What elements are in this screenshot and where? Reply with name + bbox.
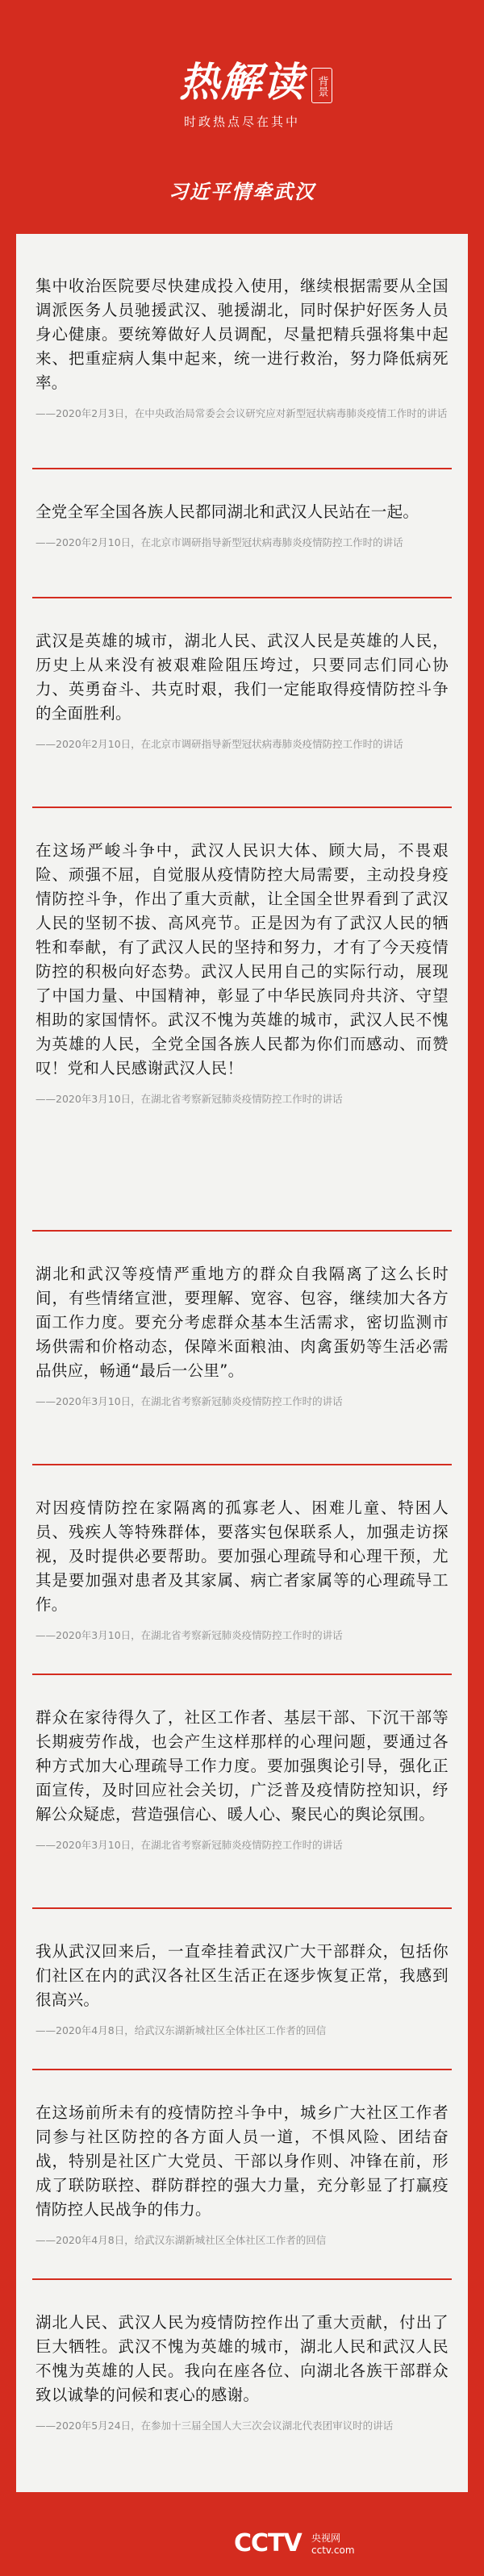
quote-section — [35, 274, 449, 422]
quote-text: 对因疫情防控在家隔离的孤寡老人、困难儿童、特困人员、残疾人等特殊群体，要落实包保联系人，加强走访探视，及时提供必要帮助。要加强心理疏导和心理干预，尤其是要加强对患者及其家属、病亡者家属等的心理疏导工作。 — [35, 1498, 449, 1614]
section-divider — [32, 2278, 452, 2280]
footer — [0, 2516, 484, 2576]
quote-text: 湖北和武汉等疫情严重地方的群众自我隔离了这么长时间，有些情绪宣泄，要理解、宽容、包容，继续加大各方面工作力度。要充分考虑群众基本生活需求，密切监测市场供需和价格动态，保障米面粮油、肉禽蛋奶等生活必需品供应，畅通“最后一公里”。 — [35, 1265, 449, 1380]
content-panel — [16, 234, 468, 2492]
section-divider — [32, 2069, 452, 2070]
quote-source: ——2020年4月8日，给武汉东湖新城社区全体社区工作者的回信 — [35, 2234, 327, 2246]
quote-section — [35, 500, 449, 551]
cctv-logo-url: cctv.com — [311, 2545, 355, 2556]
page-title: 习近平情牵武汉 — [169, 180, 315, 203]
header — [0, 0, 484, 210]
quote-section — [35, 1940, 449, 2039]
logo-badge: 背景 — [311, 68, 332, 103]
section-divider — [32, 1464, 452, 1465]
section-divider — [32, 1907, 452, 1909]
quote-source: ——2020年3月10日，在湖北省考察新冠肺炎疫情防控工作时的讲话 — [35, 1839, 343, 1851]
cctv-logo: CCTV — [234, 2529, 302, 2557]
quote-text: 湖北人民、武汉人民为疫情防控作出了重大贡献，付出了巨大牺牲。武汉不愧为英雄的城市，湖北人民和武汉人民不愧为英雄的人民。我向在座各位、向湖北各族干部群众致以诚挚的问候和衷心的感谢。 — [35, 2313, 449, 2404]
quote-source: ——2020年2月3日，在中央政治局常委会会议研究应对新型冠状病毒肺炎疫情工作时的讲话 — [35, 407, 448, 419]
quote-text: 在这场严峻斗争中，武汉人民识大体、顾大局，不畏艰险、顽强不屈，自觉服从疫情防控大局需要，主动投身疫情防控斗争，作出了重大贡献，让全国全世界看到了武汉人民的坚韧不拔、高风亮节。正是因为有了武汉人民的牺牲和奉献，有了武汉人民的坚持和努力，才有了今天疫情防控的积极向好态势。武汉人民用自己的实际行动，展现了中国力量、中国精神，彰显了中华民族同舟共济、守望相助的家国情怀。武汉不愧为英雄的城市，武汉人民不愧为英雄的人民，全党全国各族人民都为你们而感动、而赞叹！党和人民感谢武汉人民！ — [35, 841, 449, 1078]
quote-section — [35, 629, 449, 752]
quote-section — [35, 2311, 449, 2434]
quote-section — [35, 2101, 449, 2249]
cctv-logo-cn: 央视网 — [311, 2532, 341, 2544]
quote-source: ——2020年5月24日，在参加十三届全国人大三次会议湖北代表团审议时的讲话 — [35, 2420, 394, 2432]
quote-source: ——2020年3月10日，在湖北省考察新冠肺炎疫情防控工作时的讲话 — [35, 1629, 343, 1641]
quote-source: ——2020年2月10日，在北京市调研指导新型冠状病毒肺炎疫情防控工作时的讲话 — [35, 536, 403, 548]
quote-source: ——2020年2月10日，在北京市调研指导新型冠状病毒肺炎疫情防控工作时的讲话 — [35, 738, 403, 750]
quote-section — [35, 1262, 449, 1410]
section-divider — [32, 1674, 452, 1675]
quote-text: 我从武汉回来后，一直牵挂着武汉广大干部群众，包括你们社区在内的武汉各社区生活正在逐步恢复正常，我感到很高兴。 — [35, 1942, 449, 2009]
section-divider — [32, 597, 452, 598]
quote-text: 全党全军全国各族人民都同湖北和武汉人民站在一起。 — [35, 502, 419, 521]
quote-source: ——2020年3月10日，在湖北省考察新冠肺炎疫情防控工作时的讲话 — [35, 1093, 343, 1105]
quote-source: ——2020年4月8日，给武汉东湖新城社区全体社区工作者的回信 — [35, 2024, 327, 2036]
section-divider — [32, 807, 452, 808]
quote-text: 集中收治医院要尽快建成投入使用，继续根据需要从全国调派医务人员驰援武汉、驰援湖北，同时保护好医务人员身心健康。要统筹做好人员调配，尽量把精兵强将集中起来、把重症病人集中起来，统一进行救治，努力降低病死率。 — [35, 277, 449, 392]
quote-section — [35, 1706, 449, 1853]
section-divider — [32, 1230, 452, 1232]
section-divider — [32, 468, 452, 469]
quote-text: 在这场前所未有的疫情防控斗争中，城乡广大社区工作者同参与社区防控的各方面人员一道，不惧风险、团结奋战，特别是社区广大党员、干部以身作则、冲锋在前，形成了联防联控、群防群控的强大力量，充分彰显了打赢疫情防控人民战争的伟力。 — [35, 2103, 449, 2219]
cctv-logo-sub — [311, 2532, 355, 2557]
logo-title: 热解读 — [179, 58, 305, 106]
quote-text: 群众在家待得久了，社区工作者、基层干部、下沉干部等长期疲劳作战，也会产生这样那样的心理问题，要通过各种方式加大心理疏导工作力度。要加强舆论引导，强化正面宣传，及时回应社会关切，广泛普及疫情防控知识，纾解公众疑虑，营造强信心、暖人心、聚民心的舆论氛围。 — [35, 1708, 449, 1824]
quote-text: 武汉是英雄的城市，湖北人民、武汉人民是英雄的人民，历史上从来没有被艰难险阻压垮过，只要同志们同心协力、英勇奋斗、共克时艰，我们一定能取得疫情防控斗争的全面胜利。 — [35, 631, 449, 723]
quote-section — [35, 839, 449, 1107]
column-logo — [137, 58, 347, 147]
quote-source: ——2020年3月10日，在湖北省考察新冠肺炎疫情防控工作时的讲话 — [35, 1395, 343, 1407]
quote-section — [35, 1496, 449, 1644]
logo-subtitle: 时政热点尽在其中 — [183, 115, 300, 129]
